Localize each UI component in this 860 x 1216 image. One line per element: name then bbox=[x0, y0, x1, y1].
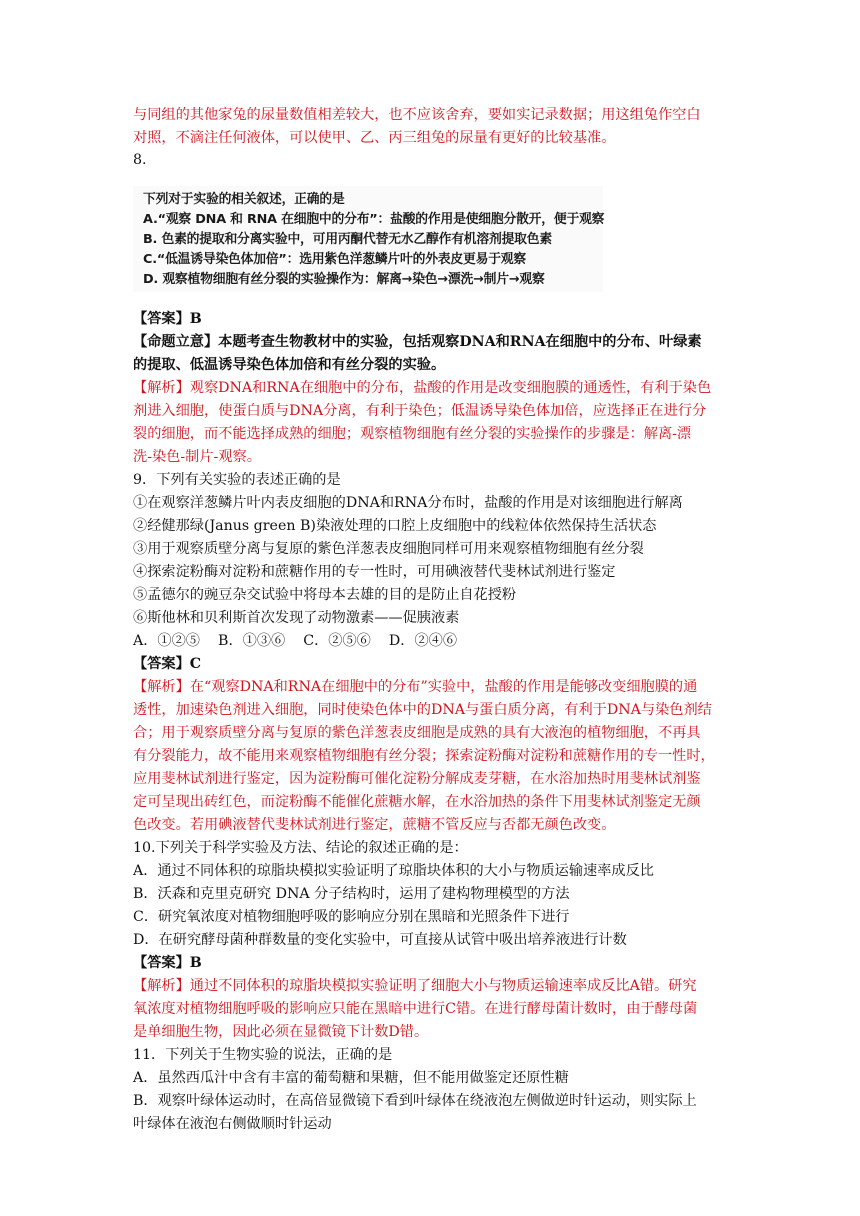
q10-analysis-line: 【解析】通过不同体积的琼脂块模拟实验证明了细胞大小与物质运输速率成反比A错。研究 bbox=[133, 978, 697, 994]
q11-item: 叶绿体在液泡右侧做顺时针运动 bbox=[133, 1116, 332, 1132]
q8-analysis-line: 洗-染色-制片-观察。 bbox=[133, 449, 261, 465]
q10-item: B．沃森和克里克研究 DNA 分子结构时，运用了建构物理模型的方法 bbox=[133, 886, 570, 902]
q11-item: B．观察叶绿体运动时，在高倍显微镜下看到叶绿体在绕液泡左侧做逆时针运动，则实际上 bbox=[133, 1093, 697, 1109]
q11-stem: 11．下列关于生物实验的说法，正确的是 bbox=[133, 1047, 393, 1063]
q10-analysis-line: 氧浓度对植物细胞呼吸的影响应只能在黑暗中进行C错。在进行酵母菌计数时，由于酵母菌 bbox=[133, 1001, 698, 1017]
q10-analysis-line: 是单细胞生物，因此必须在显微镜下计数D错。 bbox=[133, 1024, 429, 1040]
q8-intent-line: 【命题立意】本题考查生物教材中的实验，包括观察DNA和RNA在细胞中的分布、叶绿素 bbox=[133, 334, 702, 350]
q10-item: A．通过不同体积的琼脂块模拟实验证明了琼脂块体积的大小与物质运输速率成反比 bbox=[133, 863, 654, 879]
q8-intent-line: 的提取、低温诱导染色体加倍和有丝分裂的实验。 bbox=[133, 357, 446, 373]
scan-line: B. 色素的提取和分离实验中，可用丙酮代替无水乙醇作有机溶剂提取色素 bbox=[143, 232, 552, 247]
body-text bbox=[133, 308, 745, 1136]
q11-item: A．虽然西瓜汁中含有丰富的葡萄糖和果糖，但不能用做鉴定还原性糖 bbox=[133, 1070, 569, 1086]
q8-analysis-line: 裂的细胞，而不能选择成熟的细胞；观察植物细胞有丝分裂的实验操作的步骤是：解离-漂 bbox=[133, 426, 692, 442]
intro-line: 对照，不滴注任何液体，可以使甲、乙、丙三组兔的尿量有更好的比较基准。 bbox=[133, 130, 616, 146]
q9-item: ③用于观察质壁分离与复原的紫色洋葱表皮细胞同样可用来观察植物细胞有丝分裂 bbox=[133, 541, 644, 557]
q9-item: ⑤孟德尔的豌豆杂交试验中将母本去雄的目的是防止自花授粉 bbox=[133, 587, 517, 603]
q8-analysis-line: 【解析】观察DNA和RNA在细胞中的分布，盐酸的作用是改变细胞膜的通透性，有利于染色 bbox=[133, 380, 712, 396]
scan-line: 下列对于实验的相关叙述，正确的是 bbox=[143, 192, 345, 207]
q9-analysis-line: 应用斐林试剂进行鉴定，因为淀粉酶可催化淀粉分解成麦芽糖，在水浴加热时用斐林试剂鉴 bbox=[133, 771, 701, 787]
question-8-scanned-image bbox=[133, 186, 603, 292]
q9-analysis-line: 定可呈现出砖红色，而淀粉酶不能催化蔗糖水解，在水浴加热的条件下用斐林试剂鉴定无颜 bbox=[133, 794, 701, 810]
q9-item: ①在观察洋葱鳞片叶内表皮细胞的DNA和RNA分布时，盐酸的作用是对该细胞进行解离 bbox=[133, 495, 683, 511]
question-8-number: 8. bbox=[133, 152, 147, 168]
q10-item: C．研究氧浓度对植物细胞呼吸的影响应分别在黑暗和光照条件下进行 bbox=[133, 909, 570, 925]
q8-answer: 【答案】B bbox=[133, 311, 202, 327]
q9-analysis-line: 有分裂能力，故不能用来观察植物细胞有丝分裂；探索淀粉酶对淀粉和蔗糖作用的专一性时， bbox=[133, 748, 715, 764]
q9-stem: 9．下列有关实验的表述正确的是 bbox=[133, 472, 341, 488]
scan-line: D. 观察植物细胞有丝分裂的实验操作为：解离→染色→漂洗→制片→观察 bbox=[143, 272, 545, 287]
q9-analysis-line: 【解析】在“观察DNA和RNA在细胞中的分布”实验中，盐酸的作用是能够改变细胞膜的通 bbox=[133, 679, 698, 695]
q9-options: A．①②⑤ B．①③⑥ C．②⑤⑥ D．②④⑥ bbox=[133, 633, 458, 649]
q9-item: ④探索淀粉酶对淀粉和蔗糖作用的专一性时，可用碘液替代斐林试剂进行鉴定 bbox=[133, 564, 616, 580]
q9-item: ②经健那绿(Janus green B)染液处理的口腔上皮细胞中的线粒体依然保持生活状态 bbox=[133, 518, 657, 534]
q9-analysis-line: 透性，加速染色剂进入细胞，同时使染色体中的DNA与蛋白质分离，有利于DNA与染色剂结 bbox=[133, 702, 712, 718]
q8-analysis-line: 剂进入细胞，使蛋白质与DNA分离，有利于染色；低温诱导染色体加倍，应选择正在进行分 bbox=[133, 403, 707, 419]
q10-answer: 【答案】B bbox=[133, 955, 202, 971]
scan-line: C.“低温诱导染色体加倍”：选用紫色洋葱鳞片叶的外表皮更易于观察 bbox=[143, 252, 526, 267]
q9-analysis-line: 色改变。若用碘液替代斐林试剂进行鉴定，蔗糖不管反应与否都无颜色改变。 bbox=[133, 817, 616, 833]
intro-paragraph bbox=[133, 104, 745, 150]
q9-item: ⑥斯他林和贝利斯首次发现了动物激素——促胰液素 bbox=[133, 610, 460, 626]
q9-answer: 【答案】C bbox=[133, 656, 202, 672]
q10-stem: 10.下列关于科学实验及方法、结论的叙述正确的是： bbox=[133, 840, 468, 856]
scan-line: A.“观察 DNA 和 RNA 在细胞中的分布”：盐酸的作用是使细胞分散开，便于观察 bbox=[143, 212, 605, 227]
q10-item: D．在研究酵母菌种群数量的变化实验中，可直接从试管中吸出培养液进行计数 bbox=[133, 932, 627, 948]
intro-line: 与同组的其他家兔的尿量数值相差较大，也不应该舍弃，要如实记录数据；用这组兔作空白 bbox=[133, 107, 701, 123]
q9-analysis-line: 合；用于观察质壁分离与复原的紫色洋葱表皮细胞是成熟的具有大液泡的植物细胞，不再具 bbox=[133, 725, 701, 741]
